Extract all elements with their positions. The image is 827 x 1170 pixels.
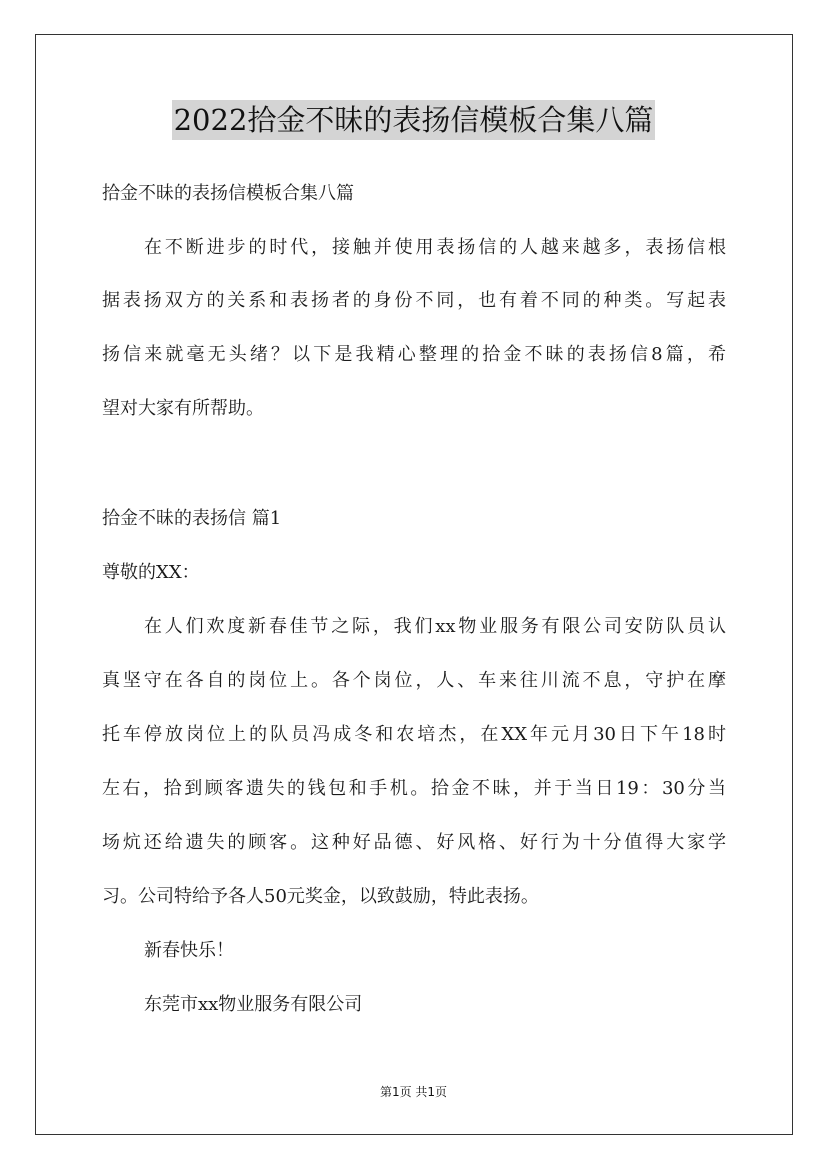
page-number-footer: 第1页 共1页 — [379, 1085, 448, 1099]
intro-line-4: 望对大家有所帮助。 — [102, 398, 264, 419]
body-line-4: 左右，拾到顾客遗失的钱包和手机。拾金不昧，并于当日19：30分当 — [102, 778, 726, 799]
intro-line-1: 在不断进步的时代，接触并使用表扬信的人越来越多，表扬信根 — [144, 237, 726, 258]
greeting: 新春快乐！ — [144, 940, 234, 961]
section-heading: 拾金不昧的表扬信 篇1 — [102, 508, 282, 529]
body-line-5: 场炕还给遗失的顾客。这种好品德、好风格、好行为十分值得大家学 — [102, 832, 726, 853]
signature: 东莞市xx物业服务有限公司 — [144, 994, 363, 1015]
intro-line-3: 扬信来就毫无头绪？以下是我精心整理的拾金不昧的表扬信8篇，希 — [102, 344, 726, 365]
salutation: 尊敬的XX： — [102, 562, 200, 583]
body-line-6: 习。公司特给予各人50元奖金，以致鼓励，特此表扬。 — [102, 886, 539, 907]
body-line-3: 托车停放岗位上的队员冯成冬和农培杰，在XX年元月30日下午18时 — [102, 724, 726, 745]
body-line-1: 在人们欢度新春佳节之际，我们xx物业服务有限公司安防队员认 — [144, 616, 726, 637]
body-line-2: 真坚守在各自的岗位上。各个岗位，人、车来往川流不息，守护在摩 — [102, 670, 726, 691]
document-subtitle: 拾金不昧的表扬信模板合集八篇 — [102, 183, 354, 204]
intro-line-2: 据表扬双方的关系和表扬者的身份不同，也有着不同的种类。写起表 — [102, 290, 726, 311]
document-title: 2022拾金不昧的表扬信模板合集八篇 — [172, 100, 656, 140]
title-container — [0, 100, 827, 140]
